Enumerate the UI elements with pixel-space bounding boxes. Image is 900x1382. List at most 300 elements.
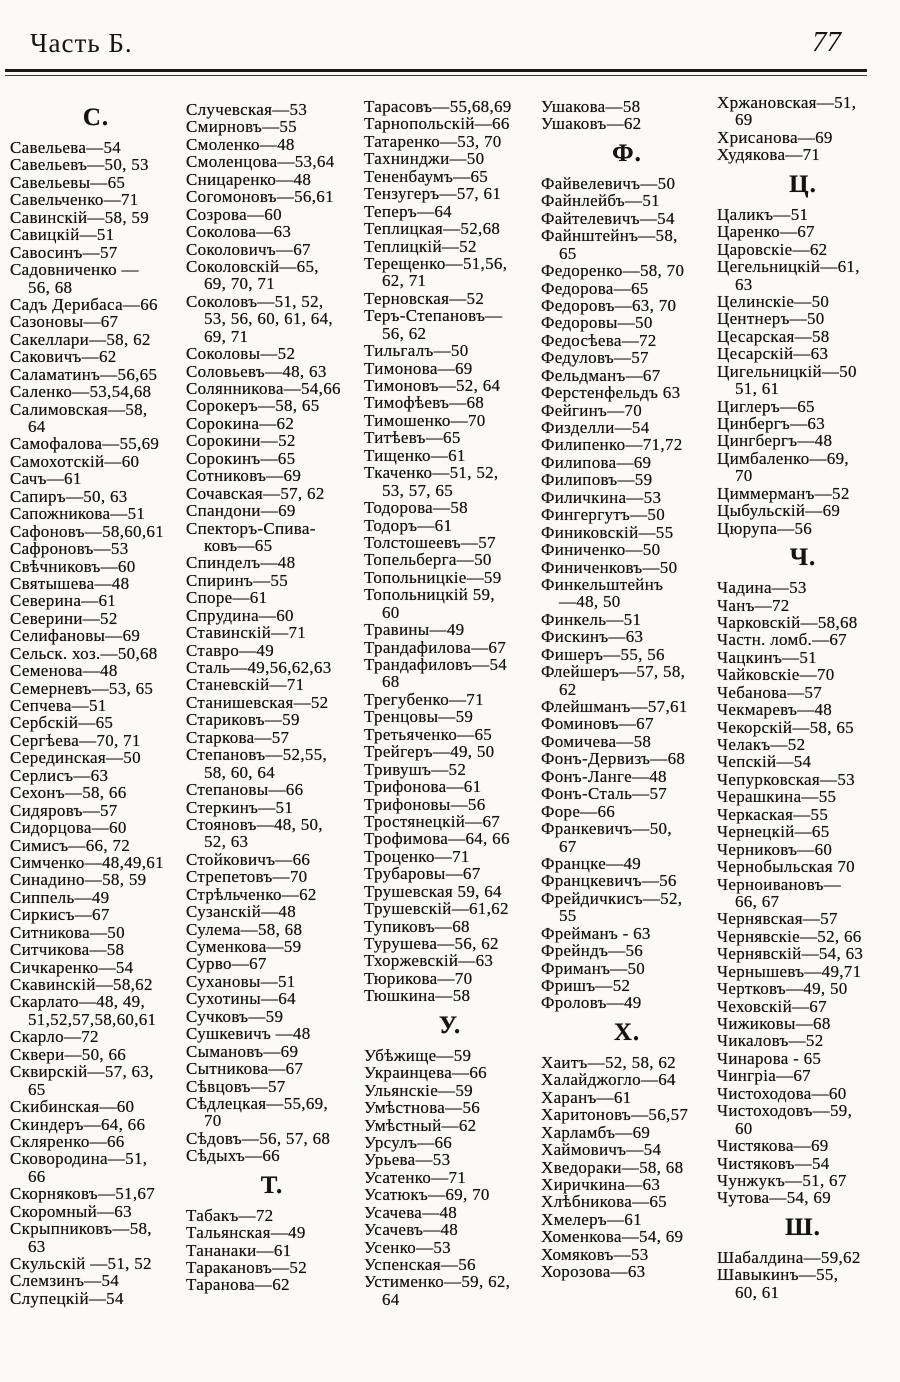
entry-line: Чернявскіе—52, 66 <box>717 926 862 946</box>
index-entry <box>717 328 889 345</box>
entry-line: Флейшманъ—57,61 <box>541 697 688 716</box>
entry-line: Сакеллари—58, 62 <box>10 329 151 349</box>
entry-line: Смоленцова—53,64 <box>186 152 335 172</box>
index-entry <box>541 733 713 750</box>
entry-line: Сепчева—51 <box>10 696 107 715</box>
entry-line: Филипова—69 <box>541 452 652 472</box>
entry-line: Соколовъ—51, 52, <box>186 291 324 311</box>
index-entry <box>541 1159 713 1176</box>
index-entry <box>717 450 889 485</box>
index-entry <box>186 624 358 641</box>
entry-line: Цегельницкій—61, <box>717 257 860 277</box>
entry-line: Цюрупа—56 <box>717 518 813 538</box>
entry-line: Фонъ-Сталь—57 <box>541 784 668 804</box>
index-entry <box>10 1046 182 1063</box>
entry-line: Скиндеръ—64, 66 <box>10 1114 146 1134</box>
entry-line: Сузанскій—48 <box>186 902 296 922</box>
index-entry <box>186 450 358 467</box>
entry-line: Чистякова—69 <box>717 1136 829 1156</box>
index-entry <box>364 1239 536 1256</box>
entry-line: Цингбергъ—48 <box>717 431 833 451</box>
index-entry <box>186 485 358 502</box>
entry-line: Согомоновъ—56,61 <box>186 187 334 207</box>
entry-line: Садовниченко — <box>10 260 139 280</box>
entry-line: Ферстенфельдъ 63 <box>541 383 681 403</box>
entry-line: Тищенко—61 <box>364 445 466 465</box>
entry-line: Сквери—50, 66 <box>10 1044 127 1064</box>
entry-line: Турушева—56, 62 <box>364 934 499 953</box>
index-entry <box>364 1273 536 1308</box>
index-entry <box>717 258 889 293</box>
entry-line: Самохотскій—60 <box>10 451 140 471</box>
index-entry <box>717 310 889 327</box>
index-entry <box>364 691 536 708</box>
index-entry <box>10 575 182 592</box>
index-entry <box>364 726 536 743</box>
index-entry <box>186 851 358 868</box>
index-entry <box>717 485 889 502</box>
entry-line: Теплицкій—52 <box>364 236 477 256</box>
entry-continuation: 60 <box>735 1118 753 1138</box>
entry-line: Царовскіе—62 <box>717 239 828 259</box>
index-entry <box>10 1272 182 1289</box>
entry-line: Федосѣева—72 <box>541 330 657 350</box>
index-entry <box>186 397 358 414</box>
entry-line: Фрейндъ—56 <box>541 941 644 961</box>
entry-line: Тахнинджи—50 <box>364 149 485 169</box>
index-entry <box>541 1193 713 1210</box>
header-rule-thin <box>5 75 867 76</box>
index-entry <box>10 645 182 662</box>
index-entry <box>717 146 889 163</box>
entry-line: Старкова—57 <box>186 727 290 747</box>
entry-line: Финиченковъ—50 <box>541 557 678 577</box>
entry-line: Савосинъ—57 <box>10 242 118 262</box>
entry-line: Стойковичъ—66 <box>186 849 311 869</box>
index-entry <box>10 784 182 801</box>
entry-line: Федоренко—58, 70 <box>541 261 685 281</box>
index-entry <box>10 488 182 505</box>
index-entry <box>364 1134 536 1151</box>
entry-line: Соколовы—52 <box>186 344 296 364</box>
index-entry <box>541 785 713 802</box>
entry-continuation: —48, 50 <box>559 592 621 612</box>
index-entry <box>364 447 536 464</box>
entry-line: Устименко—59, 62, <box>364 1272 511 1292</box>
entry-continuation: 51,52,57,58,60,61 <box>28 1009 157 1029</box>
index-entry <box>717 998 889 1015</box>
index-entry <box>364 918 536 935</box>
entry-line: Фишеръ—55, 56 <box>541 644 665 664</box>
index-entry <box>364 499 536 516</box>
entry-line: Сехонъ—58, 66 <box>10 783 127 803</box>
entry-line: Семерневъ—53, 65 <box>10 678 154 698</box>
index-entry <box>364 220 536 237</box>
entry-continuation: 67 <box>559 836 577 856</box>
index-entry <box>364 551 536 568</box>
entry-line: Сачъ—61 <box>10 469 82 489</box>
entry-line: Сербскій—65 <box>10 713 114 733</box>
entry-line: Троценко—71 <box>364 846 470 866</box>
index-entry <box>541 855 713 872</box>
index-entry <box>364 1064 536 1081</box>
entry-line: Скибинская—60 <box>10 1097 135 1117</box>
index-entry <box>10 540 182 557</box>
entry-line: Тупиковъ—68 <box>364 916 470 936</box>
entry-line: Ситникова—50 <box>10 922 125 942</box>
entry-line: Чингріа—67 <box>717 1066 811 1086</box>
index-entry <box>10 680 182 697</box>
entry-line: Саламатинъ—56,65 <box>10 364 158 384</box>
entry-line: Тренцовы—59 <box>364 707 474 727</box>
index-entry <box>717 963 889 980</box>
entry-line: Фонъ-Ланге—48 <box>541 766 667 786</box>
index-entry <box>186 955 358 972</box>
index-entry <box>717 631 889 648</box>
index-entry <box>186 206 358 223</box>
entry-line: Терновская—52 <box>364 288 485 308</box>
index-entry <box>541 768 713 785</box>
index-entry <box>364 796 536 813</box>
index-entry <box>717 129 889 146</box>
entry-line: Топельберга—50 <box>364 550 492 570</box>
index-entry <box>186 1207 358 1224</box>
page-number: 77 <box>812 26 841 58</box>
entry-line: Федуловъ—57 <box>541 348 649 368</box>
index-entry <box>717 345 889 362</box>
entry-line: Францке—49 <box>541 853 642 873</box>
entry-continuation: 60, 61 <box>735 1282 780 1302</box>
index-entry <box>10 802 182 819</box>
entry-line: Скарлато—48, 49, <box>10 992 146 1012</box>
entry-line: Файнлейбъ—51 <box>541 191 660 211</box>
index-entry <box>541 98 713 115</box>
index-entry <box>364 1204 536 1221</box>
entry-line: Хржановская—51, <box>717 93 857 112</box>
entry-line: Цигельницкій—50 <box>717 361 857 381</box>
index-entry <box>717 736 889 753</box>
index-entry <box>717 684 889 701</box>
index-entry <box>186 101 358 118</box>
index-entry <box>10 1028 182 1045</box>
entry-continuation: 56, 68 <box>28 277 73 297</box>
entry-line: Скарло—72 <box>10 1027 99 1047</box>
entry-continuation: 55 <box>559 906 577 926</box>
entry-line: Цыбульскій—69 <box>717 501 841 521</box>
index-entry <box>186 990 358 1007</box>
letter-heading: У. <box>438 1011 462 1039</box>
index-entry <box>364 761 536 778</box>
entry-continuation: 70 <box>735 466 753 486</box>
index-entry <box>364 255 536 290</box>
index-entry <box>541 750 713 767</box>
letter-heading: Ц. <box>789 170 817 198</box>
index-entry <box>541 524 713 541</box>
index-entry <box>364 1169 536 1186</box>
index-entry <box>364 203 536 220</box>
entry-line: Смирновъ—55 <box>186 117 297 137</box>
index-entry <box>10 662 182 679</box>
entry-line: Чутова—54, 69 <box>717 1188 832 1208</box>
entry-line: Ушакова—58 <box>541 97 641 116</box>
index-entry <box>541 1176 713 1193</box>
index-entry <box>541 280 713 297</box>
entry-line: Симченко—48,49,61 <box>10 852 164 872</box>
index-entry <box>10 610 182 627</box>
index-entry <box>541 332 713 349</box>
entry-line: Святышева—48 <box>10 573 130 593</box>
entry-line: Частн. ломб.—67 <box>717 630 847 650</box>
entry-line: Тюшкина—58 <box>364 986 471 1006</box>
index-entry <box>364 534 536 551</box>
index-entry <box>541 175 713 192</box>
index-entry <box>364 865 536 882</box>
entry-line: Скляренко—66 <box>10 1131 125 1151</box>
entry-line: Спиринъ—55 <box>186 570 289 590</box>
index-entry <box>186 345 358 362</box>
index-entry <box>186 258 358 293</box>
entry-line: Трушевскій—61,62 <box>364 899 509 919</box>
index-entry <box>186 711 358 728</box>
entry-line: Чистяковъ—54 <box>717 1153 830 1173</box>
entry-line: Хомяковъ—53 <box>541 1244 649 1264</box>
index-entry <box>717 719 889 736</box>
index-entry <box>541 192 713 209</box>
entry-line: Трифонова—61 <box>364 777 482 797</box>
entry-line: Скульскій —51, 52 <box>10 1254 152 1273</box>
index-entry <box>364 238 536 255</box>
index-entry <box>10 749 182 766</box>
entry-continuation: 63 <box>735 274 753 294</box>
entry-line: Цимбаленко—69, <box>717 448 849 468</box>
index-entry <box>10 209 182 226</box>
entry-line: Сницаренко—48 <box>186 169 312 189</box>
index-entry <box>717 579 889 596</box>
entry-line: Соловьевъ—48, 63 <box>186 361 327 381</box>
entry-line: Хмелеръ—61 <box>541 1209 642 1229</box>
entry-line: Чернецкій—65 <box>717 822 830 842</box>
index-entry <box>10 767 182 784</box>
entry-line: Умѣстнова—56 <box>364 1098 481 1118</box>
index-entry <box>364 360 536 377</box>
index-entry <box>10 156 182 173</box>
entry-line: Северини—52 <box>10 608 118 628</box>
index-entry <box>541 1124 713 1141</box>
index-entry <box>717 293 889 310</box>
index-entry <box>364 569 536 586</box>
index-entry <box>541 960 713 977</box>
entry-line: Сталь—49,56,62,63 <box>186 658 332 677</box>
entry-line: Черкаская—55 <box>717 804 829 824</box>
index-entry <box>10 313 182 330</box>
index-entry <box>541 977 713 994</box>
entry-line: Салимовская—58, <box>10 399 148 419</box>
letter-heading: Т. <box>260 1171 284 1199</box>
entry-line: Скрыпниковъ—58, <box>10 1219 152 1239</box>
entry-line: Сочавская—57, 62 <box>186 483 325 503</box>
index-entry <box>717 876 889 911</box>
entry-line: Тривушъ—52 <box>364 759 467 779</box>
entry-continuation: 51, 61 <box>735 379 780 399</box>
index-entry <box>541 646 713 663</box>
entry-line: Сухотины—64 <box>186 989 296 1009</box>
index-entry <box>364 464 536 499</box>
entry-line: Тимонова—69 <box>364 358 473 378</box>
entry-line: Сидяровъ—57 <box>10 800 118 820</box>
entry-line: Самофалова—55,69 <box>10 434 160 454</box>
entry-line: Францкевичъ—56 <box>541 871 677 891</box>
index-entry <box>186 1147 358 1164</box>
index-entry <box>717 1155 889 1172</box>
entry-line: Чертковъ—49, 50 <box>717 979 848 999</box>
index-entry <box>541 1211 713 1228</box>
index-entry <box>186 886 358 903</box>
index-entry <box>364 900 536 917</box>
index-entry <box>10 261 182 296</box>
index-entry <box>364 708 536 725</box>
index-entry <box>541 872 713 889</box>
index-entry <box>364 115 536 132</box>
entry-line: Урьева—53 <box>364 1150 451 1170</box>
entry-continuation: 52, 63 <box>204 832 249 852</box>
index-entry <box>717 241 889 258</box>
entry-line: Сапиръ—50, 63 <box>10 486 128 506</box>
entry-continuation: 66, 67 <box>735 891 780 911</box>
index-entry <box>717 1249 889 1266</box>
entry-line: Савицкій—51 <box>10 225 115 245</box>
entry-line: Сѣдыхъ—66 <box>186 1146 280 1166</box>
index-entry <box>186 1130 358 1147</box>
entry-line: Усачева—48 <box>364 1202 458 1222</box>
entry-continuation: 69 <box>735 110 753 130</box>
index-entry <box>186 694 358 711</box>
index-column <box>364 98 536 1308</box>
entry-line: Финиченко—50 <box>541 540 661 560</box>
entry-line: Татаренко—53, 70 <box>364 131 502 151</box>
entry-line: Филичкина—53 <box>541 487 662 507</box>
index-entry <box>10 1063 182 1098</box>
index-entry <box>541 471 713 488</box>
entry-line: Случевская—53 <box>186 100 308 119</box>
entry-line: Тензугеръ—57, 61 <box>364 184 502 204</box>
entry-line: Ткаченко—51, 52, <box>364 463 499 483</box>
entry-line: Халайджогло—64 <box>541 1070 676 1090</box>
entry-line: Теплицкая—52,68 <box>364 219 501 239</box>
index-entry <box>10 296 182 313</box>
entry-line: Целинскіе—50 <box>717 291 830 311</box>
entry-continuation: 62 <box>559 679 577 699</box>
entry-line: Харламбъ—69 <box>541 1122 651 1142</box>
entry-line: Чеховскій—67 <box>717 996 827 1016</box>
entry-line: Чекорскій—58, 65 <box>717 717 854 737</box>
entry-line: Тарасовъ—55,68,69 <box>364 97 512 116</box>
index-entry <box>10 558 182 575</box>
index-entry <box>364 743 536 760</box>
entry-line: Фонъ-Дервизъ—68 <box>541 749 686 769</box>
entry-line: Челакъ—52 <box>717 735 806 754</box>
entry-continuation: 63 <box>28 1236 46 1256</box>
entry-line: Сергѣева—70, 71 <box>10 730 141 750</box>
entry-line: Сафоновъ—58,60,61 <box>10 521 164 541</box>
index-entry <box>186 659 358 676</box>
index-entry <box>186 380 358 397</box>
entry-line: Сытникова—67 <box>186 1059 304 1079</box>
index-entry <box>364 778 536 795</box>
index-entry <box>10 924 182 941</box>
index-entry <box>717 1050 889 1067</box>
index-entry <box>364 307 536 342</box>
entry-line: Физделли—54 <box>541 418 650 437</box>
entry-line: Хиричкина—63 <box>541 1174 661 1194</box>
index-entry <box>186 241 358 258</box>
index-entry <box>364 1082 536 1099</box>
index-entry <box>717 206 889 223</box>
entry-line: Сѣвцовъ—57 <box>186 1076 286 1096</box>
index-entry <box>186 1095 358 1130</box>
entry-line: Чижиковы—68 <box>717 1014 831 1033</box>
index-entry <box>364 621 536 638</box>
entry-line: Ставинскій—71 <box>186 623 307 643</box>
index-entry <box>186 1008 358 1025</box>
index-entry <box>717 1189 889 1206</box>
entry-line: Флейшеръ—57, 58, <box>541 662 686 682</box>
entry-line: Топольницкіе—59 <box>364 567 502 587</box>
entry-line: Чепурковская—53 <box>717 769 855 789</box>
index-entry <box>717 223 889 240</box>
index-entry <box>186 520 358 555</box>
entry-line: Фриманъ—50 <box>541 958 646 978</box>
entry-continuation: 62, 71 <box>382 271 427 291</box>
index-entry <box>541 297 713 314</box>
entry-line: Фельдманъ—67 <box>541 365 661 385</box>
index-entry <box>541 1054 713 1071</box>
index-entry <box>186 554 358 571</box>
entry-line: Худякова—71 <box>717 145 821 165</box>
index-entry <box>717 928 889 945</box>
entry-line: Тодоръ—61 <box>364 515 453 535</box>
entry-line: Файтелевичъ—54 <box>541 208 675 228</box>
entry-line: Слупецкій—54 <box>10 1288 124 1308</box>
letter-heading: Х. <box>613 1018 641 1046</box>
index-entry <box>364 586 536 621</box>
entry-line: Серлисъ—63 <box>10 765 109 785</box>
index-entry <box>541 715 713 732</box>
section-title: Часть Б. <box>30 28 133 58</box>
entry-line: Соколова—63 <box>186 222 292 242</box>
entry-continuation: 53, 57, 65 <box>382 480 453 500</box>
index-entry <box>364 952 536 969</box>
entry-line: Трофимова—64, 66 <box>364 829 510 849</box>
index-entry <box>364 1151 536 1168</box>
entry-line: Стариковъ—59 <box>186 710 300 730</box>
index-entry <box>10 1150 182 1185</box>
index-entry <box>541 1263 713 1280</box>
header-rule <box>5 69 867 72</box>
index-entry <box>717 1102 889 1137</box>
index-entry <box>10 366 182 383</box>
entry-line: Центнеръ—50 <box>717 309 825 329</box>
entry-line: Скорняковъ—51,67 <box>10 1184 155 1204</box>
entry-line: Теперъ—64 <box>364 201 452 221</box>
index-entry <box>10 976 182 993</box>
entry-line: Фоминовъ—67 <box>541 714 654 734</box>
index-entry <box>717 945 889 962</box>
index-entry <box>10 906 182 923</box>
index-entry <box>186 1224 358 1241</box>
entry-line: Чадина—53 <box>717 578 807 598</box>
index-entry <box>10 505 182 522</box>
entry-line: Стеркинъ—51 <box>186 797 294 817</box>
